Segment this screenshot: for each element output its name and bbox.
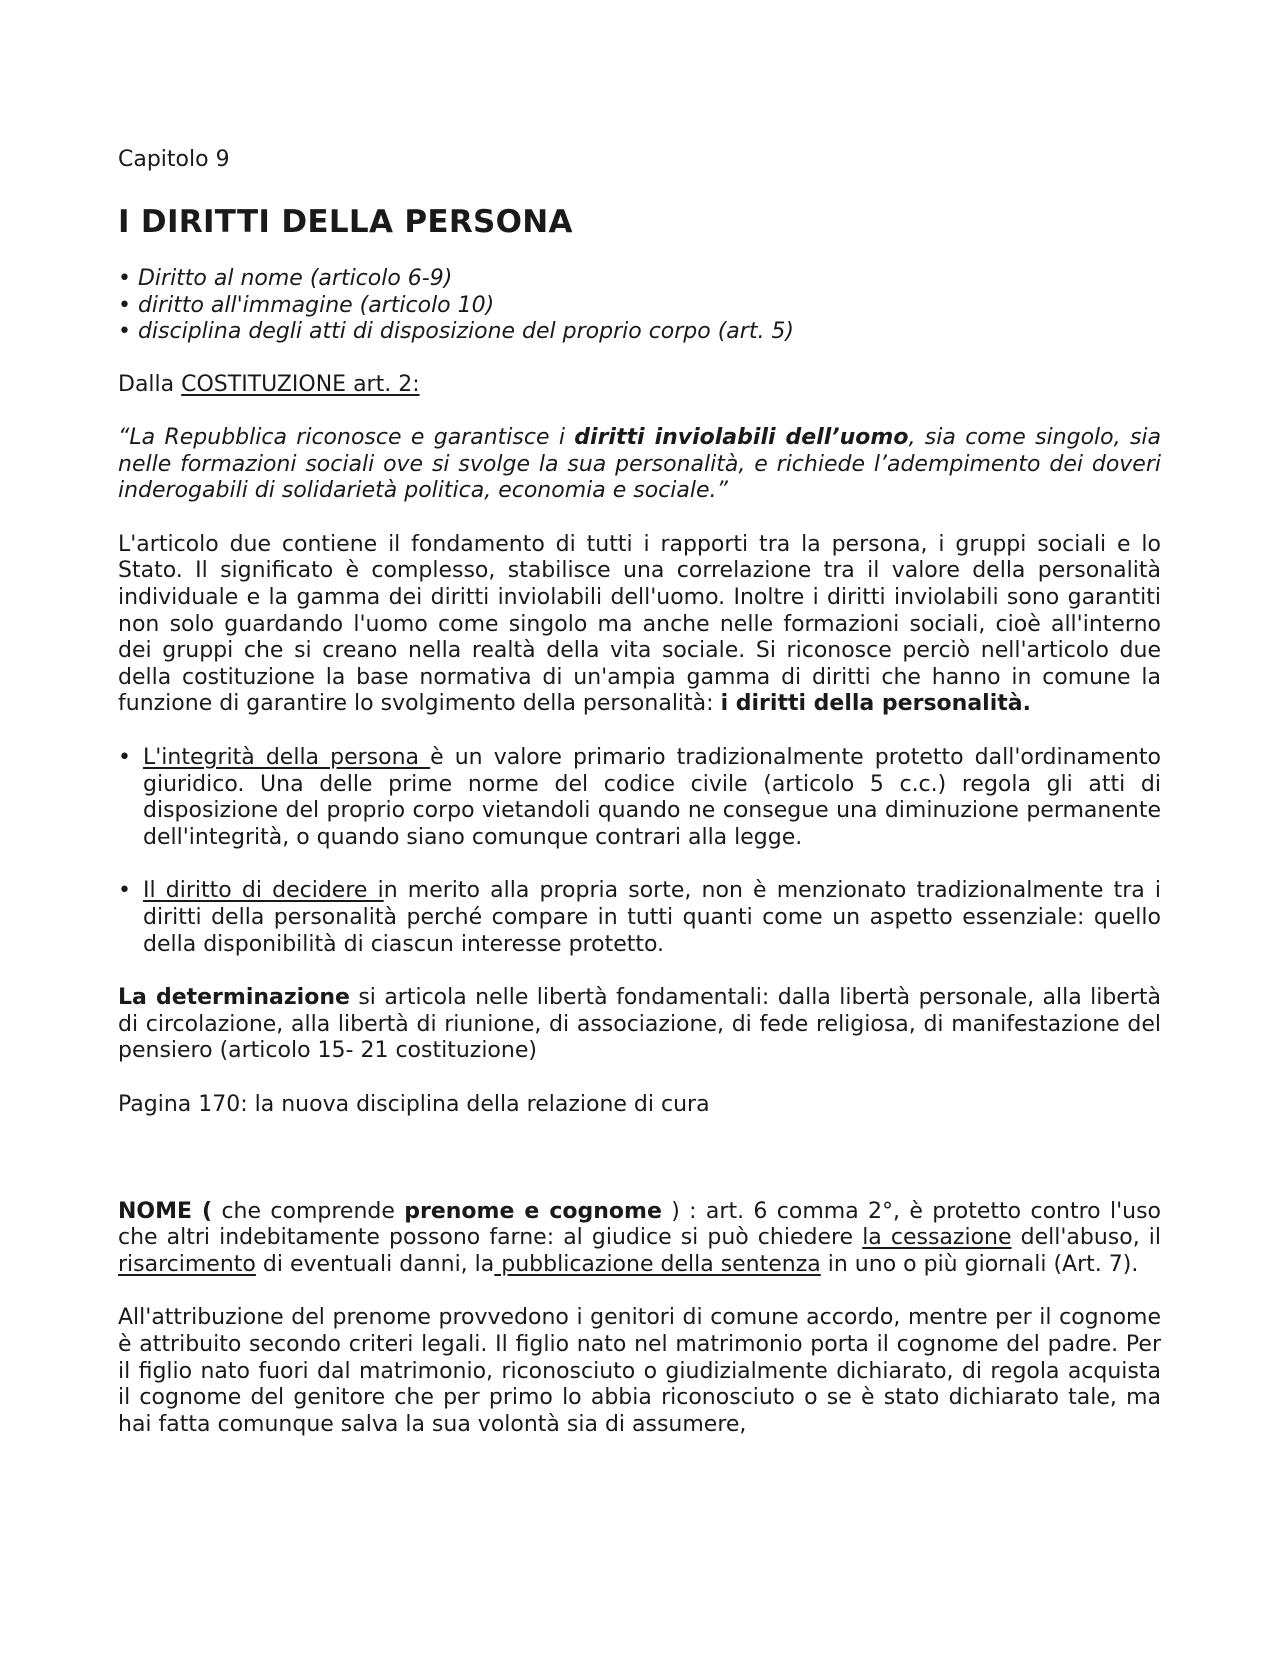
name-bold-term: prenome e cognome [404, 1198, 662, 1224]
bullet-marker: • [118, 878, 131, 904]
constitution-intro-prefix: Dalla [118, 371, 182, 397]
chapter-label: Capitolo 9 [118, 147, 230, 172]
personality-rights-list [118, 745, 1161, 958]
name-text: che comprende [212, 1198, 405, 1224]
list-item [118, 745, 1161, 851]
rights-list-item: • diritto all'immagine (articolo 10) [118, 292, 495, 318]
name-text: dell'abuso, il [1011, 1225, 1161, 1251]
rights-list-item: • Diritto al nome (articolo 6-9) [118, 266, 453, 291]
surname-paragraph: All'attribuzione del prenome provvedono i genitori di comune accordo, mentre per il cognome è attribuito secondo criteri legali. Il figlio nato nel matrimonio porta il cognome del padre. Per il figlio nato fuori dal matrimonio, riconosciuto o giudizialmente dichiarato, di regola acquista il cognome del genitore che per primo lo abbia riconosciuto o se è stato dichiarato tale, ma hai fatta comunque salva la sua volontà sia di assumere, [118, 1305, 1161, 1437]
document-page [118, 146, 1161, 1438]
determination-bold: La determinazione [118, 985, 350, 1011]
determination-text: si articola nelle libertà fondamentali: dalla libertà personale, alla libertà di circolazione, alla libertà di riunione, di associazione, di fede religiosa, di manifestazione del pensiero (articolo 15- 21 costituzione) [118, 985, 1161, 1064]
determination-paragraph [118, 985, 1161, 1065]
bullet-marker: • [118, 745, 131, 771]
list-item [118, 878, 1161, 958]
bullet-underlined-term: L'integrità della persona [143, 745, 431, 771]
rights-list-item: • disciplina degli atti di disposizione del proprio corpo (art. 5) [118, 319, 795, 344]
quote-bold-phrase: diritti inviolabili dell’uomo [574, 425, 909, 451]
name-text: ) : art. 6 comma 2°, è protetto contro l'uso che altri indebitamente possono farne: al giudice si può chiedere [118, 1198, 1162, 1251]
name-text: di eventuali danni, la [255, 1251, 495, 1277]
constitution-quote [118, 425, 1161, 505]
name-paragraph [118, 1199, 1161, 1279]
name-bold-term: NOME ( [118, 1198, 213, 1224]
constitution-reference: COSTITUZIONE art. 2: [181, 371, 420, 397]
name-underlined-term: la cessazione [862, 1225, 1012, 1251]
article-paragraph-text: L'articolo due contiene il fondamento di tutti i rapporti tra la persona, i gruppi sociali e lo Stato. Il significato è complesso, stabilisce una correlazione tra il valore della personalità individuale e la gamma dei diritti inviolabili dell'uomo. Inoltre i diritti inviolabili sono garantiti non solo guardando l'uomo come singolo ma anche nelle formazioni sociali, cioè all'interno dei gruppi che si creano nella realtà della vita sociale. Si riconosce perciò nell'articolo due della costituzione la base normativa di un'ampia gamma di diritti che hanno in comune la funzione di garantire lo svolgimento della personalità: [118, 531, 1161, 717]
page-reference: Pagina 170: la nuova disciplina della relazione di cura [118, 1091, 710, 1117]
name-underlined-term: pubblicazione della sentenza [494, 1251, 821, 1277]
page-title: I DIRITTI DELLA PERSONA [118, 204, 573, 240]
rights-list [118, 266, 1161, 346]
blank-space [118, 1119, 1161, 1199]
bullet-text: è un valore primario tradizionalmente protetto dall'ordinamento giuridico. Una delle prime norme del codice civile (articolo 5 c.c.) regola gli atti di disposizione del proprio corpo vietandoli quando ne consegue una diminuzione permanente dell'integrità, o quando siano comunque contrari alla legge. [143, 745, 1162, 850]
name-underlined-term: risarcimento [118, 1251, 256, 1277]
constitution-intro [118, 372, 1161, 399]
bullet-text: n merito alla propria sorte, non è menzionato tradizionalmente tra i diritti della personalità perché compare in tutti quanti come un aspetto essenziale: quello della disponibilità di ciascun interesse protetto. [143, 878, 1161, 957]
quote-text-start: “La Repubblica riconosce e garantisce i [118, 425, 575, 451]
bullet-underlined-term: Il diritto di decidere i [143, 878, 384, 904]
name-text: in uno o più giornali (Art. 7). [820, 1251, 1139, 1277]
article-paragraph-bold: i diritti della personalità. [720, 691, 1031, 717]
quote-text-end: , sia come singolo, sia nelle formazioni sociali ove si svolge la sua personalità, e richiede l’adempimento dei doveri inderogabili di solidarietà politica, economia e sociale.” [118, 425, 1161, 504]
article-paragraph [118, 532, 1161, 718]
